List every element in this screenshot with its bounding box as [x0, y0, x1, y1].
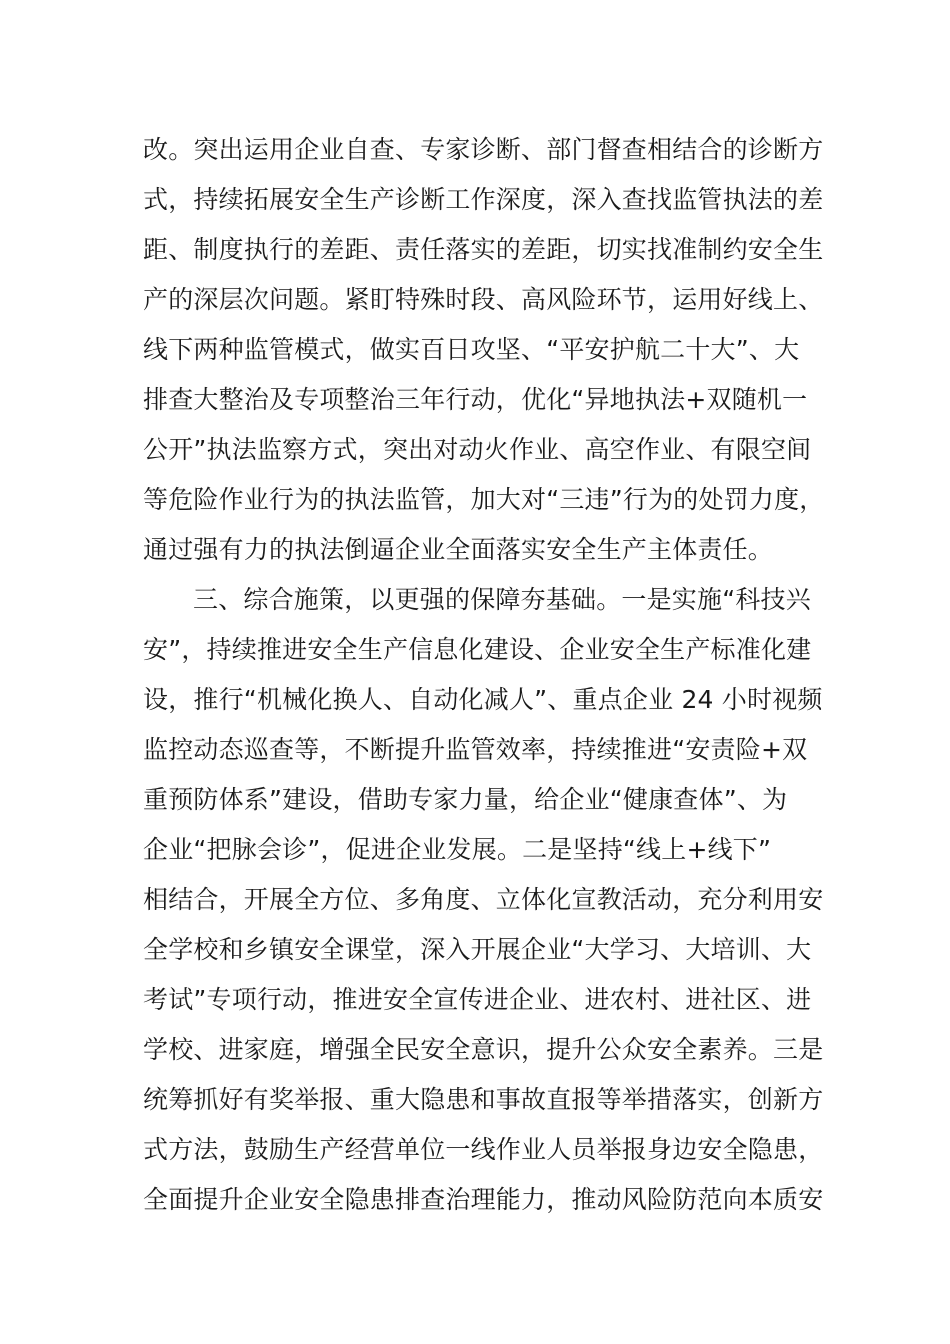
text-line: 产的深层次问题。紧盯特殊时段、高风险环节，运用好线上、	[143, 285, 824, 314]
text-line: 统筹抓好有奖举报、重大隐患和事故直报等举措落实，创新方	[143, 1085, 824, 1114]
text-line: 重预防体系”建设，借助专家力量，给企业“健康查体”、为	[143, 785, 788, 814]
text-line: 监控动态巡查等，不断提升监管效率，持续推进“安责险+双	[143, 735, 808, 764]
text-line: 式方法，鼓励生产经营单位一线作业人员举报身边安全隐患，	[143, 1135, 824, 1164]
section-heading-line: 三、综合施策，以更强的保障夯基础。一是实施“科技兴	[193, 585, 811, 614]
text-line: 式，持续拓展安全生产诊断工作深度，深入查找监管执法的差	[143, 185, 824, 214]
text-line: 考试”专项行动，推进安全宣传进企业、进农村、进社区、进	[143, 985, 812, 1014]
text-line: 全面提升企业安全隐患排查治理能力，推动风险防范向本质安	[143, 1185, 824, 1214]
text-line: 全学校和乡镇安全课堂，深入开展企业“大学习、大培训、大	[143, 935, 812, 964]
text-line: 排查大整治及专项整治三年行动，优化“异地执法+双随机一	[143, 385, 808, 414]
text-line: 相结合，开展全方位、多角度、立体化宣教活动，充分利用安	[143, 885, 824, 914]
text-line: 设，推行“机械化换人、自动化减人”、重点企业 24 小时视频	[143, 685, 823, 714]
text-line: 公开”执法监察方式，突出对动火作业、高空作业、有限空间	[143, 435, 812, 464]
text-line: 线下两种监管模式，做实百日攻坚、“平安护航二十大”、大	[143, 335, 800, 364]
text-line: 等危险作业行为的执法监管，加大对“三违”行为的处罚力度，	[143, 485, 825, 514]
text-line: 通过强有力的执法倒逼企业全面落实安全生产主体责任。	[143, 535, 774, 564]
text-line: 学校、进家庭，增强全民安全意识，提升公众安全素养。三是	[143, 1035, 824, 1064]
text-line: 距、制度执行的差距、责任落实的差距，切实找准制约安全生	[143, 235, 824, 264]
text-line: 改。突出运用企业自查、专家诊断、部门督查相结合的诊断方	[143, 135, 824, 164]
text-line: 安”，持续推进安全生产信息化建设、企业安全生产标准化建	[143, 635, 812, 664]
text-line: 企业“把脉会诊”，促进企业发展。二是坚持“线上+线下”	[143, 835, 772, 864]
